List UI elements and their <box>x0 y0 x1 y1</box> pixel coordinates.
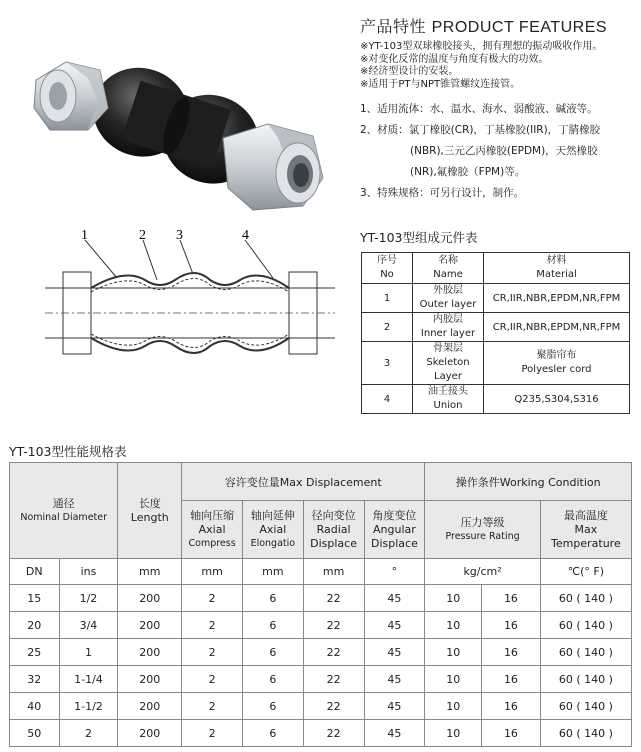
header-diameter: 通径 Nominal Diameter <box>10 463 118 559</box>
product-image <box>28 38 338 213</box>
performance-table-title: YT-103型性能规格表 <box>9 444 127 459</box>
performance-table <box>9 462 632 747</box>
table-row: 4 油壬接头 Union Q235,S304,S316 <box>362 385 630 414</box>
features-title <box>360 14 607 37</box>
feature-note: ※YT-103型双球橡胶接头，拥有理想的振动吸收作用。 <box>360 41 603 52</box>
parts-table <box>361 252 630 414</box>
left-union-nut <box>34 62 108 130</box>
feature-note: ※对变化反常的温度与角度有极大的功效。 <box>360 53 549 65</box>
header-pressure: 压力等级 Pressure Rating <box>425 501 540 559</box>
header-angular: 角度变位 Angular Displace <box>364 501 425 559</box>
parts-header-material: 材料 Material <box>484 253 630 284</box>
parts-table-title: YT-103型组成元件表 <box>360 230 478 245</box>
parts-header-name: 名称 Name <box>413 253 484 284</box>
units-row: DN ins mm mm mm mm ° kg/cm² ℃(° F) <box>10 559 632 585</box>
spec-list <box>360 99 640 204</box>
feature-note: ※适用于PT与NPT锥管螺纹连接管。 <box>360 78 521 90</box>
table-row: 20 3/4 200 2 6 22 45 10 16 60 ( 140 ) <box>10 612 632 639</box>
table-row: 2 内胶层 Inner layer CR,IIR,NBR,EPDM,NR,FPM <box>362 313 630 342</box>
header-length: 长度 Length <box>118 463 182 559</box>
spec-item-fluid: 1、适用流体：水、温水、海水、弱酸液、碱液等。 <box>360 103 598 115</box>
feature-notes <box>360 41 640 91</box>
table-row: 1 外胶层 Outer layer CR,IIR,NBR,EPDM,NR,FPM <box>362 284 630 313</box>
features-title-cn: 产品特性 <box>360 17 427 36</box>
table-row: 50 2 200 2 6 22 45 10 16 60 ( 140 ) <box>10 720 632 747</box>
spec-item-material: 2、材质：氯丁橡胶(CR)，丁基橡胶(IIR)，丁腈橡胶 <box>360 124 601 136</box>
right-union-nut <box>223 124 323 210</box>
spec-item-material-cont: (NBR),三元乙丙橡胶(EPDM)，天然橡胶 <box>410 145 598 157</box>
table-row: 25 1 200 2 6 22 45 10 16 60 ( 140 ) <box>10 639 632 666</box>
header-working: 操作条件Working Condition <box>425 463 632 501</box>
table-row: 15 1/2 200 2 6 22 45 10 16 60 ( 140 ) <box>10 585 632 612</box>
header-temperature: 最高温度 Max Temperature <box>540 501 631 559</box>
drawing-label-2: 2 <box>139 228 146 243</box>
table-row: 3 骨架层 Skeleton Layer 聚脂帘布 Polyesler cord <box>362 342 630 385</box>
drawing-label-4: 4 <box>242 228 249 243</box>
cross-section-diagram <box>45 228 335 373</box>
spec-item-special: 3、特殊规格：可另行设计，制作。 <box>360 187 525 199</box>
header-axial-compress: 轴向压缩 Axial Compress <box>182 501 243 559</box>
drawing-label-3: 3 <box>176 228 183 243</box>
table-row: 32 1-1/4 200 2 6 22 45 10 16 60 ( 140 ) <box>10 666 632 693</box>
parts-header-no: 序号 No <box>362 253 413 284</box>
drawing-label-1: 1 <box>81 228 88 243</box>
header-radial: 径向变位 Radial Displace <box>303 501 364 559</box>
features-title-en: PRODUCT FEATURES <box>431 19 608 36</box>
table-row: 40 1-1/2 200 2 6 22 45 10 16 60 ( 140 ) <box>10 693 632 720</box>
header-displacement: 容许变位量Max Displacement <box>182 463 425 501</box>
header-axial-elongation: 轴向延伸 Axial Elongatio <box>243 501 304 559</box>
spec-item-material-cont: (NR),氟橡胶（FPM)等。 <box>410 166 526 178</box>
feature-note: ※经济型设计的安装。 <box>360 66 459 77</box>
